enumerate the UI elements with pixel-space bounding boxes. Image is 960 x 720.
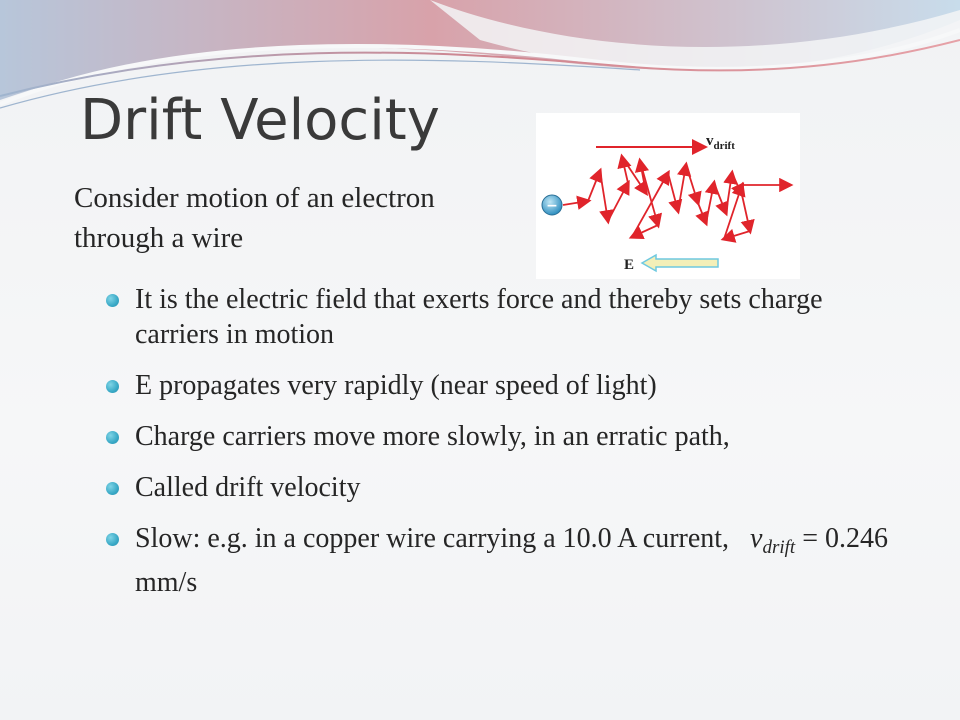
drift-value: = 0.246 mm/s	[135, 523, 889, 598]
field-label: E	[624, 257, 635, 273]
bullet-icon	[106, 482, 119, 495]
bullet-icon	[106, 431, 119, 444]
drift-subscript: drift	[762, 537, 796, 558]
page-title: Drift Velocity	[80, 88, 440, 153]
subtitle: Consider motion of an electron through a wire	[74, 182, 435, 254]
list-item: Charge carriers move more slowly, in an erratic path,	[104, 419, 904, 454]
bullet-icon	[106, 294, 119, 307]
svg-text:−: −	[546, 198, 558, 214]
bullet-icon	[106, 380, 119, 393]
list-item: Called drift velocity	[104, 470, 904, 505]
bullet-list	[104, 282, 904, 616]
list-item: Slow: e.g. in a copper wire carrying a 10.0 A current, $v_{drift} = 0.246$ mm/s	[104, 521, 904, 600]
drift-diagram	[536, 113, 800, 279]
drift-velocity-symbol: v	[750, 523, 763, 554]
list-item: E propagates very rapidly (near speed of light)	[104, 368, 904, 403]
list-item: It is the electric field that exerts force and thereby sets charge carriers in motion	[104, 282, 904, 352]
drift-label: $v_{drift}$	[706, 133, 735, 152]
bullet-icon	[106, 533, 119, 546]
